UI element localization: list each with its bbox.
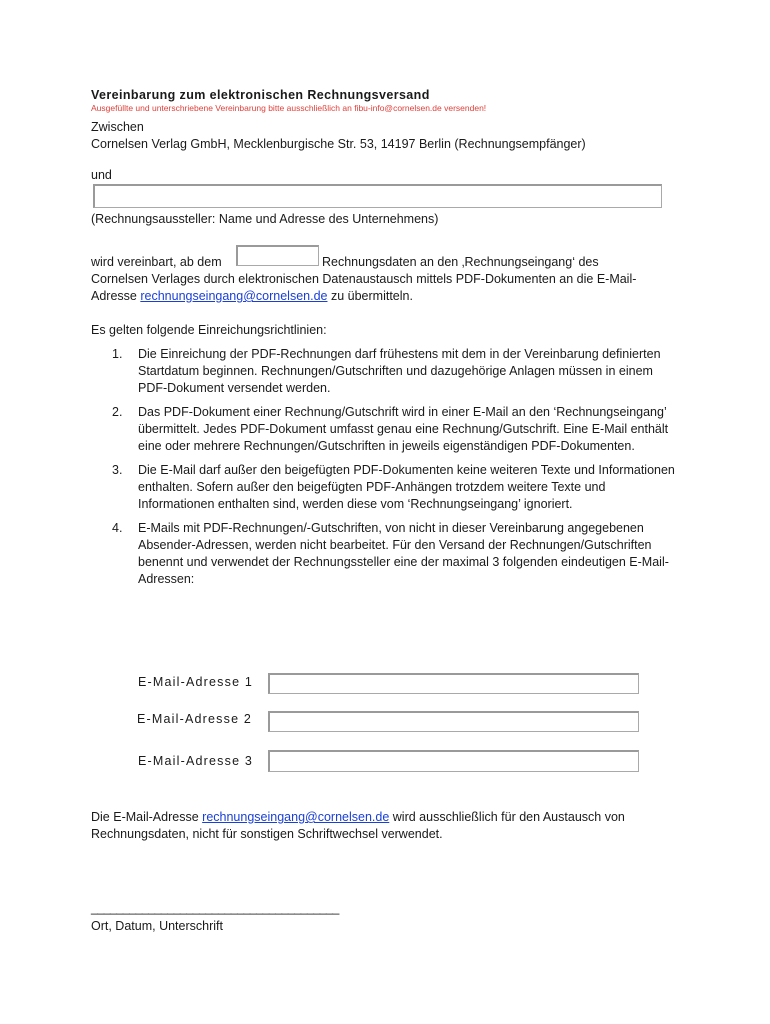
list-item-number: 2. <box>112 405 123 419</box>
list-item-number: 3. <box>112 463 123 477</box>
recipient-line: Cornelsen Verlag GmbH, Mecklenburgische Str. 53, 14197 Berlin (Rechnungsempfänger) <box>91 137 586 151</box>
issuer-field[interactable] <box>93 184 662 208</box>
agreement-line2: Cornelsen Verlages durch elektronischen Datenaustausch mittels PDF-Dokumenten an die E-Mail- <box>91 272 637 286</box>
start-date-field[interactable] <box>236 245 319 266</box>
guidelines-list <box>91 346 681 595</box>
agreement-line3-prefix: Adresse <box>91 289 137 303</box>
email-address-1-field[interactable] <box>268 673 639 694</box>
document-title: Vereinbarung zum elektronischen Rechnungsversand <box>91 88 430 102</box>
agreement-line3 <box>91 288 413 305</box>
list-item <box>91 404 681 455</box>
signature-line: _______________________________________ <box>91 901 339 915</box>
list-item-text: Das PDF-Dokument einer Rechnung/Gutschrift wird in einer E-Mail an den ‘Rechnungseingang’ übermittelt. Jedes PDF-Dokument umfasst genau eine Rechnung/Gutschrift. Eine E-Mail enthält eine oder mehrere Rechnungen/Gutschriften in jeweils eigenständigen PDF-Dokumenten. <box>138 405 669 453</box>
email-address-3-label: E-Mail-Adresse 3 <box>138 754 254 768</box>
list-item <box>91 520 681 588</box>
closing-email-link[interactable]: rechnungseingang@cornelsen.de <box>202 810 390 824</box>
agreement-suffix: Rechnungsdaten an den ‚Rechnungseingang‘ des <box>322 255 599 269</box>
list-item <box>91 462 681 513</box>
email-address-3-field[interactable] <box>268 750 639 772</box>
issuer-caption: (Rechnungsaussteller: Name und Adresse des Unternehmens) <box>91 212 439 226</box>
list-item-text: E-Mails mit PDF-Rechnungen/-Gutschriften, von nicht in dieser Vereinbarung angegebenen Absender-Adressen, werden nicht bearbeitet. Für den Versand der Rechnungen/Gutschriften benennt und verwendet der Rechnungssteller eine der maximal 3 folgenden eindeutigen E-Mail-Adressen: <box>138 521 669 586</box>
agreement-line3-suffix: zu übermitteln. <box>330 289 413 303</box>
rechnungseingang-email-link[interactable]: rechnungseingang@cornelsen.de <box>140 289 328 303</box>
and-label: und <box>91 168 112 182</box>
between-label: Zwischen <box>91 120 144 134</box>
signature-caption: Ort, Datum, Unterschrift <box>91 919 223 933</box>
email-address-2-label: E-Mail-Adresse 2 <box>137 712 253 726</box>
closing-line2: Rechnungsdaten, nicht für sonstigen Schriftwechsel verwendet. <box>91 827 443 841</box>
email-address-1-label: E-Mail-Adresse 1 <box>138 675 254 689</box>
closing-line1 <box>91 809 625 826</box>
list-item-text: Die E-Mail darf außer den beigefügten PDF-Dokumenten keine weiteren Texte und Informationen enthalten. Sofern außer den beigefügten PDF-Anhängen trotzdem weitere Texte und Informationen enthalten sind, werden diese vom ‘Rechnungseingang’ ignoriert. <box>138 463 675 511</box>
list-item-number: 1. <box>112 347 123 361</box>
list-item-text: Die Einreichung der PDF-Rechnungen darf frühestens mit dem in der Vereinbarung definierten Startdatum beginnen. Rechnungen/Gutschriften und dazugehörige Anlagen müssen in einem PDF-Dokument versendet werden. <box>138 347 661 395</box>
list-item <box>91 346 681 397</box>
closing-prefix: Die E-Mail-Adresse <box>91 810 199 824</box>
submission-note: Ausgefüllte und unterschriebene Vereinbarung bitte ausschließlich an fibu-info@cornelsen.de versenden! <box>91 103 487 113</box>
email-address-2-field[interactable] <box>268 711 639 732</box>
list-item-number: 4. <box>112 521 123 535</box>
closing-suffix: wird ausschließlich für den Austausch von <box>392 810 625 824</box>
agreement-prefix: wird vereinbart, ab dem <box>91 255 222 269</box>
guidelines-heading: Es gelten folgende Einreichungsrichtlinien: <box>91 323 327 337</box>
